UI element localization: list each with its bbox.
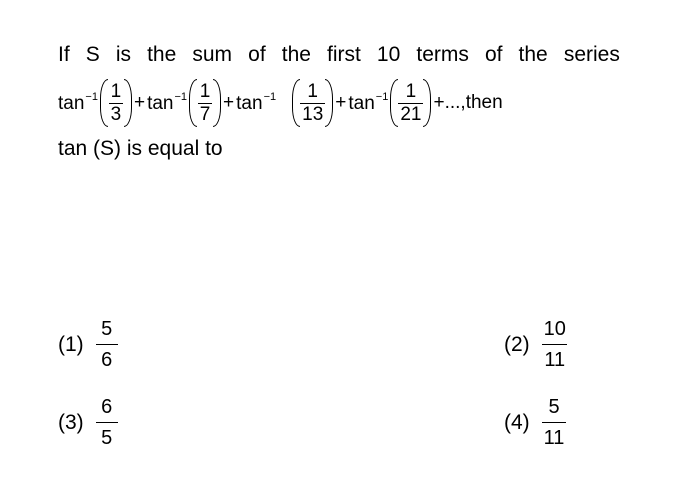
fraction (396, 81, 425, 126)
word: first (327, 43, 361, 66)
denominator: 11 (542, 344, 567, 373)
option-4[interactable] (504, 394, 566, 451)
option-3[interactable] (58, 394, 118, 451)
option-1[interactable] (58, 316, 118, 373)
inverse-exponent: −1 (375, 91, 389, 103)
parenthesized-fraction (390, 75, 431, 131)
numerator: 5 (101, 318, 113, 340)
tan-function: $\tan^{-1}$ (147, 91, 188, 114)
option-fraction (542, 394, 567, 451)
plus-sign: + (133, 92, 146, 113)
question-text (58, 40, 620, 164)
option-fraction (96, 316, 118, 373)
series-term-1 (58, 75, 132, 131)
plus-sign: + (335, 92, 347, 113)
word: 10 (376, 43, 401, 66)
numerator: 1 (405, 80, 417, 102)
word: of (484, 43, 503, 66)
option-label: (4) (504, 410, 530, 434)
series-then-word: then (465, 92, 503, 113)
fraction (298, 81, 327, 126)
word: terms (416, 43, 469, 66)
denominator: 11 (542, 422, 567, 451)
denominator: 5 (96, 422, 118, 451)
denominator: 21 (400, 103, 422, 125)
tan-function: $\tan^{-1}$ (58, 91, 98, 114)
word: sum (192, 43, 233, 66)
series-continuation: +..., (433, 92, 466, 113)
option-label: (3) (58, 410, 84, 434)
option-fraction (542, 316, 568, 373)
series-term-3 (236, 75, 333, 131)
parenthesized-fraction (292, 75, 333, 131)
option-label: (2) (504, 332, 530, 356)
numerator: 1 (307, 80, 318, 102)
series-term-4 (348, 75, 431, 131)
word: If (58, 43, 70, 66)
numerator: 6 (101, 396, 113, 418)
series-term-2 (147, 75, 221, 131)
question-line-1 (58, 40, 620, 70)
option-fraction (96, 394, 118, 451)
numerator: 1 (199, 80, 211, 102)
inverse-exponent: −1 (85, 91, 98, 103)
option-2[interactable] (504, 316, 568, 373)
denominator: 13 (302, 103, 324, 125)
numerator: 5 (548, 396, 560, 418)
tan-function: $\tan^{-1}$ (348, 91, 389, 114)
inverse-exponent: −1 (174, 91, 188, 103)
word: series (563, 43, 620, 66)
word: the (518, 43, 548, 66)
fraction (195, 81, 215, 126)
series-expression (58, 72, 620, 134)
word: of (248, 43, 266, 66)
denominator: 3 (110, 103, 122, 125)
word: is (115, 43, 132, 66)
word: the (147, 43, 177, 66)
plus-sign: + (223, 92, 235, 113)
word: S (85, 43, 100, 66)
denominator: 6 (96, 344, 118, 373)
parenthesized-fraction (189, 75, 221, 131)
fraction (106, 81, 126, 126)
question-line-3: tan (S) is equal to (58, 137, 223, 160)
tan-function: $\tan^{-1}$ (236, 91, 277, 114)
parenthesized-fraction (100, 75, 132, 131)
option-label: (1) (58, 332, 84, 356)
numerator: 10 (543, 318, 566, 340)
denominator: 7 (199, 103, 211, 125)
numerator: 1 (110, 80, 122, 102)
inverse-exponent: −1 (263, 91, 277, 103)
word: the (281, 43, 311, 66)
